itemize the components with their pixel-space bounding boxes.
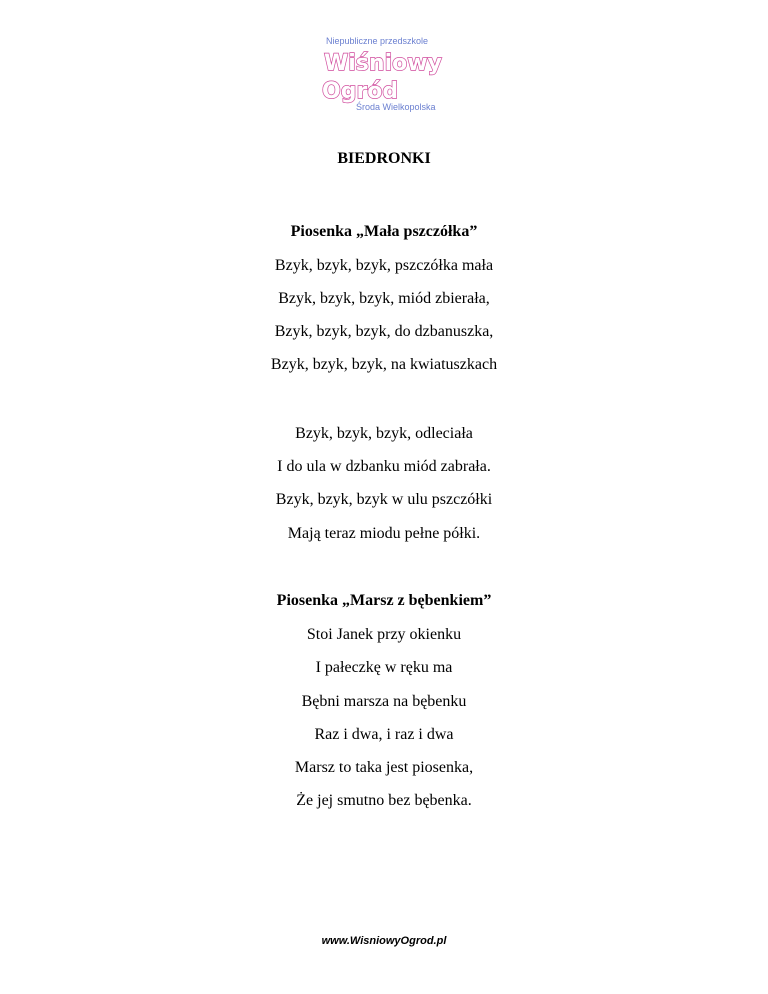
logo-name-line2: Ogród [322,79,399,104]
song2-line: Stoi Janek przy okienku [306,626,462,643]
song1-heading: Piosenka „Mała pszczółka” [290,223,478,240]
logo-bottom-text: Środa Wielkopolska [356,102,436,112]
song2-heading: Piosenka „Marsz z bębenkiem” [276,592,492,609]
song2-line: Raz i dwa, i raz i dwa [314,726,454,743]
footer-website-link[interactable]: www.WisniowyOgrod.pl [321,935,447,947]
song1-line: Bzyk, bzyk, bzyk, miód zbierała, [278,290,490,307]
logo-top-text: Niepubliczne przedszkole [326,36,429,46]
page-title: BIEDRONKI [337,150,431,167]
song2-line: Marsz to taka jest piosenka, [294,759,474,776]
song2-line: Bębni marsza na bębenku [301,693,467,710]
preschool-logo [318,36,450,120]
song1-line: Bzyk, bzyk, bzyk, do dzbanuszka, [274,323,494,340]
song2-line: I pałeczkę w ręku ma [315,659,453,676]
song1-line: Bzyk, bzyk, bzyk, pszczółka mała [274,257,494,274]
song1-line: I do ula w dzbanku miód zabrała. [277,458,491,475]
song1-line: Bzyk, bzyk, bzyk w ulu pszczółki [275,491,493,508]
song1-line: Bzyk, bzyk, bzyk, na kwiatuszkach [270,356,498,373]
logo-name-line1: Wiśniowy [324,51,442,76]
song1-line: Mają teraz miodu pełne półki. [287,525,481,542]
song2-line: Że jej smutno bez bębenka. [296,792,472,809]
song1-line: Bzyk, bzyk, bzyk, odleciała [295,425,473,442]
logo-wordmark [318,46,450,106]
